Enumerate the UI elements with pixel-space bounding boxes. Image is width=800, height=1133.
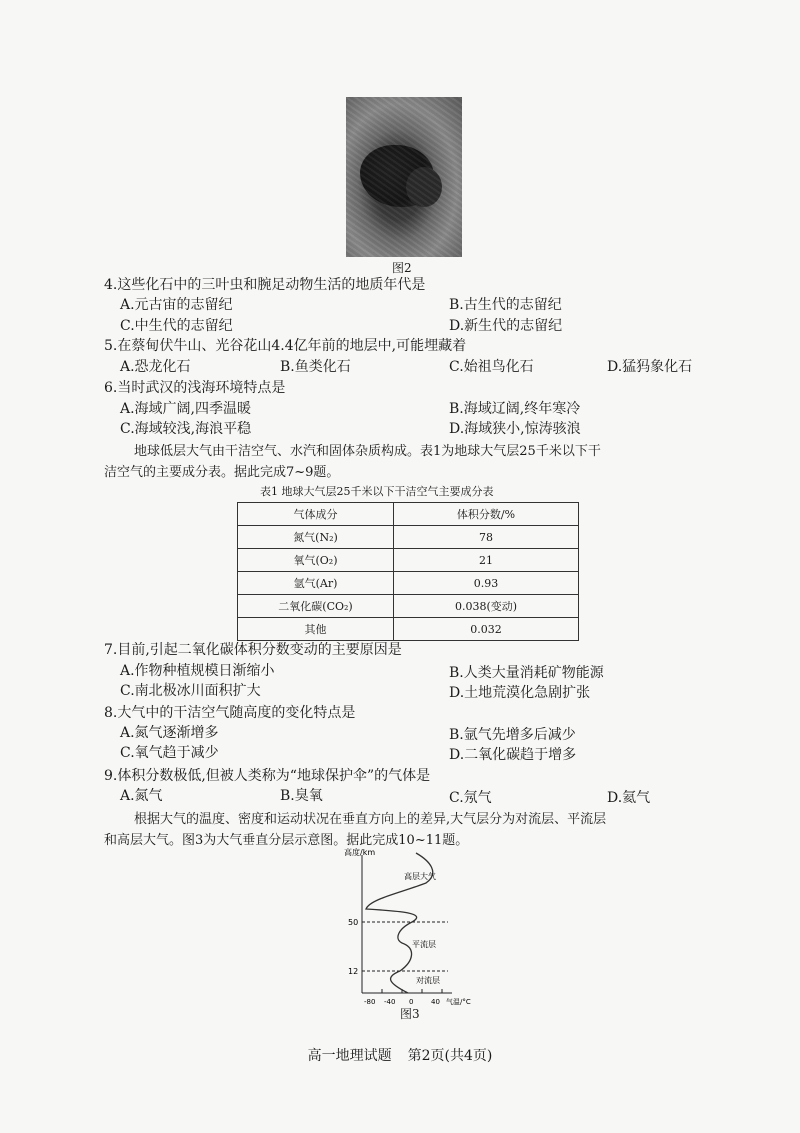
page-footer xyxy=(0,1045,800,1065)
q6-stem: 6.当时武汉的浅海环境特点是 xyxy=(104,380,286,396)
table-cell-value: 0.032 xyxy=(394,618,579,641)
intro2-line2: 和高层大气。图3为大气垂直分层示意图。据此完成10~11题。 xyxy=(104,833,469,848)
y-tick-50: 50 xyxy=(348,918,359,927)
layer-label-troposphere: 对流层 xyxy=(416,976,440,985)
q4-option-b: B.古生代的志留纪 xyxy=(449,297,562,313)
table-cell-gas: 氮气(N₂) xyxy=(238,526,394,549)
q4-option-d: D.新生代的志留纪 xyxy=(449,318,563,334)
atmosphere-diagram xyxy=(330,843,500,1008)
table-cell-value: 0.93 xyxy=(394,572,579,595)
y-axis-label: 高度/km xyxy=(344,848,376,857)
intro1-line2: 洁空气的主要成分表。据此完成7~9题。 xyxy=(104,465,340,480)
table-row xyxy=(238,549,579,572)
q6-option-d: D.海域狭小,惊涛骇浪 xyxy=(449,421,581,437)
q8-option-b: B.氩气先增多后减少 xyxy=(449,727,576,743)
table-row xyxy=(238,526,579,549)
x-tick-40: 40 xyxy=(431,998,440,1006)
layer-label-upper: 高层大气 xyxy=(404,872,436,881)
table-cell-value: 0.038(变动) xyxy=(394,595,579,618)
q9-option-c: C.氖气 xyxy=(449,790,492,806)
q7-option-c: C.南北极冰川面积扩大 xyxy=(120,683,261,699)
q4-option-c: C.中生代的志留纪 xyxy=(120,318,233,334)
x-tick-0: 0 xyxy=(409,998,414,1006)
q7-option-b: B.人类大量消耗矿物能源 xyxy=(449,665,604,681)
q4-stem: 4.这些化石中的三叶虫和腕足动物生活的地质年代是 xyxy=(104,277,426,293)
table-cell-value: 78 xyxy=(394,526,579,549)
q5-option-a: A.恐龙化石 xyxy=(120,359,191,375)
table-header-row xyxy=(238,503,579,526)
table-row xyxy=(238,572,579,595)
q6-option-b: B.海域辽阔,终年寒冷 xyxy=(449,401,581,417)
table-cell-gas: 其他 xyxy=(238,618,394,641)
table-row xyxy=(238,618,579,641)
q5-option-c: C.始祖鸟化石 xyxy=(449,359,534,375)
q6-option-a: A.海域广阔,四季温暖 xyxy=(120,401,252,417)
fossil-photo xyxy=(346,97,462,257)
footer-subject: 高一地理试题 xyxy=(307,1048,392,1064)
table-cell-gas: 二氧化碳(CO₂) xyxy=(238,595,394,618)
intro2-line1: 根据大气的温度、密度和运动状况在垂直方向上的差异,大气层分为对流层、平流层 xyxy=(134,812,607,827)
q9-option-a: A.氮气 xyxy=(120,788,163,804)
q8-stem: 8.大气中的干洁空气随高度的变化特点是 xyxy=(104,705,356,721)
x-axis-label: 气温/°C xyxy=(446,998,471,1006)
table-cell-value: 21 xyxy=(394,549,579,572)
q7-option-a: A.作物种植规模日渐缩小 xyxy=(120,663,275,679)
figure3-caption: 图3 xyxy=(400,1007,420,1021)
q7-option-d: D.土地荒漠化急剧扩张 xyxy=(449,685,591,701)
q9-stem: 9.体积分数极低,但被人类称为“地球保护伞”的气体是 xyxy=(104,768,431,784)
q5-stem: 5.在蔡甸伏牛山、光谷花山4.4亿年前的地层中,可能埋藏着 xyxy=(104,338,467,354)
q6-option-c: C.海域较浅,海浪平稳 xyxy=(120,421,252,437)
x-tick-minus40: -40 xyxy=(384,998,396,1006)
table-cell-gas: 氩气(Ar) xyxy=(238,572,394,595)
table-cell-gas: 氧气(O₂) xyxy=(238,549,394,572)
table1-caption: 表1 地球大气层25千米以下干洁空气主要成分表 xyxy=(260,485,494,498)
q8-option-c: C.氧气趋于减少 xyxy=(120,745,219,761)
table-header-value: 体积分数/% xyxy=(394,503,579,526)
y-tick-12: 12 xyxy=(348,967,359,976)
q7-stem: 7.目前,引起二氧化碳体积分数变动的主要原因是 xyxy=(104,642,402,658)
intro1-line1: 地球低层大气由干洁空气、水汽和固体杂质构成。表1为地球大气层25千米以下干 xyxy=(134,444,601,459)
table-header-gas: 气体成分 xyxy=(238,503,394,526)
q5-option-d: D.猛犸象化石 xyxy=(607,359,693,375)
footer-page: 第2页(共4页) xyxy=(407,1048,493,1064)
q4-option-a: A.元古宙的志留纪 xyxy=(120,297,233,313)
q5-option-b: B.鱼类化石 xyxy=(280,359,351,375)
q8-option-a: A.氮气逐渐增多 xyxy=(120,725,219,741)
q9-option-d: D.氦气 xyxy=(607,790,651,806)
q9-option-b: B.臭氧 xyxy=(280,788,323,804)
q8-option-d: D.二氧化碳趋于增多 xyxy=(449,747,577,763)
composition-table xyxy=(237,502,579,641)
figure2-caption: 图2 xyxy=(392,261,412,275)
x-tick-minus80: -80 xyxy=(364,998,376,1006)
table-row xyxy=(238,595,579,618)
layer-label-stratosphere: 平流层 xyxy=(412,940,436,949)
